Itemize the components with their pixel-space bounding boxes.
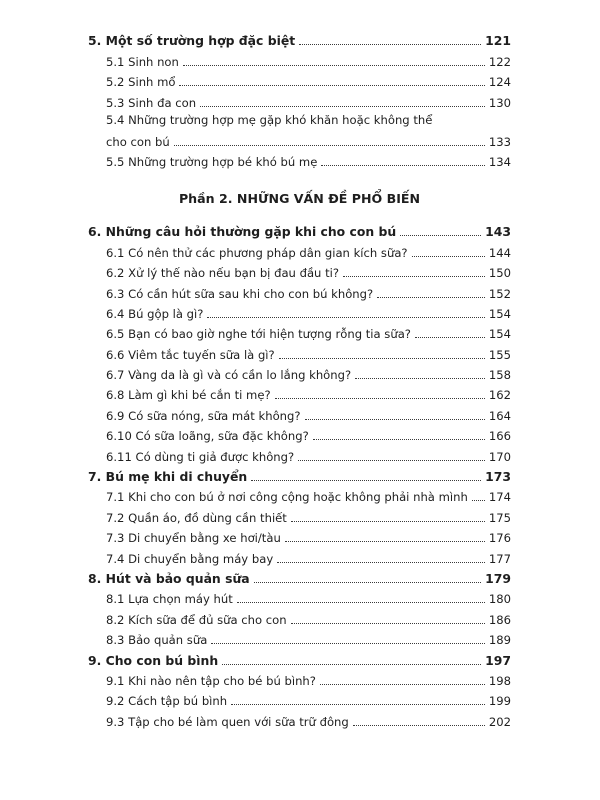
- toc-entry-5-1[interactable]: [88, 48, 511, 68]
- toc-chapter-5[interactable]: [88, 28, 511, 48]
- toc-entry-5-2[interactable]: [88, 69, 511, 89]
- toc-chapter-title: 7. Bú mẹ khi di chuyển: [88, 469, 248, 485]
- toc-page-number: 173: [485, 469, 511, 485]
- toc-entry-6-2[interactable]: [88, 260, 511, 280]
- toc-chapter-9[interactable]: [88, 647, 511, 667]
- toc-page-number: 154: [488, 306, 511, 321]
- dot-leader: [222, 664, 481, 665]
- dot-leader: [305, 419, 485, 420]
- toc-entry-title: 6.11 Có dùng ti giả được không?: [106, 449, 295, 464]
- dot-leader: [174, 145, 485, 146]
- toc-page-number: 122: [488, 54, 511, 69]
- dot-leader: [207, 317, 485, 318]
- dot-leader: [277, 562, 485, 563]
- dot-leader: [415, 337, 485, 338]
- dot-leader: [237, 602, 485, 603]
- toc-entry-title: 7.3 Di chuyển bằng xe hơi/tàu: [106, 531, 281, 546]
- toc-chapter-title: 8. Hút và bảo quản sữa: [88, 570, 250, 586]
- toc-page-number: 175: [488, 510, 511, 525]
- toc-chapter-title: 5. Một số trường hợp đặc biệt: [88, 33, 296, 49]
- toc-entry-title: 6.2 Xử lý thế nào nếu bạn bị đau đầu ti?: [106, 266, 340, 281]
- toc-entry-5-3[interactable]: [88, 89, 511, 109]
- toc-entry-9-3[interactable]: [88, 708, 511, 728]
- toc-entry-title: 6.3 Có cần hút sữa sau khi cho con bú không?: [106, 286, 374, 301]
- toc-page-number: 180: [488, 592, 511, 607]
- toc-entry-6-8[interactable]: [88, 382, 511, 402]
- toc-entry-8-3[interactable]: [88, 627, 511, 647]
- toc-page-number: 133: [488, 134, 511, 149]
- toc-entry-second-line: [106, 130, 511, 149]
- part-heading: Phần 2. NHỮNG VẤN ĐỀ PHỔ BIẾN: [178, 190, 421, 206]
- dot-leader: [275, 398, 485, 399]
- dot-leader: [179, 85, 484, 86]
- dot-leader: [285, 541, 485, 542]
- toc-page-number: 176: [488, 531, 511, 546]
- dot-leader: [400, 235, 481, 236]
- toc-entry-title: 5.2 Sinh mổ: [106, 75, 176, 90]
- toc-entry-6-1[interactable]: [88, 239, 511, 259]
- toc-page-number: 189: [488, 633, 511, 648]
- dot-leader: [291, 623, 485, 624]
- toc-page-number: 154: [488, 327, 511, 342]
- dot-leader: [321, 165, 485, 166]
- toc-page-number: 130: [488, 95, 511, 110]
- toc-entry-9-2[interactable]: [88, 688, 511, 708]
- toc-page-number: 143: [485, 224, 511, 240]
- dot-leader: [231, 704, 485, 705]
- toc-entry-title: 5.3 Sinh đa con: [106, 95, 197, 110]
- toc-entry-5-5[interactable]: [88, 149, 511, 169]
- dot-leader: [298, 460, 485, 461]
- toc-entry-8-2[interactable]: [88, 606, 511, 626]
- toc-entry-title: 6.8 Làm gì khi bé cắn ti mẹ?: [106, 388, 271, 403]
- toc-entry-7-2[interactable]: [88, 504, 511, 524]
- toc-entry-8-1[interactable]: [88, 586, 511, 606]
- toc-entry-title: 5.1 Sinh non: [106, 54, 179, 69]
- toc-entry-7-1[interactable]: [88, 484, 511, 504]
- toc-page-number: 155: [488, 347, 511, 362]
- toc-chapter-6[interactable]: [88, 219, 511, 239]
- toc-entry-title: 6.9 Có sữa nóng, sữa mát không?: [106, 408, 301, 423]
- dot-leader: [377, 297, 485, 298]
- toc-page-number: 174: [488, 490, 511, 505]
- toc-page-number: 170: [488, 449, 511, 464]
- dot-leader: [472, 500, 485, 501]
- toc-entry-title: 8.3 Bảo quản sữa: [106, 633, 208, 648]
- toc-page-number: 197: [485, 652, 511, 668]
- table-of-contents: [88, 28, 511, 729]
- toc-page-number: 177: [488, 551, 511, 566]
- toc-entry-title: 7.2 Quần áo, đồ dùng cần thiết: [106, 510, 287, 525]
- toc-page-number: 198: [488, 673, 511, 688]
- toc-entry-5-4[interactable]: [88, 110, 511, 149]
- toc-chapter-title: 9. Cho con bú bình: [88, 652, 219, 668]
- toc-entry-7-4[interactable]: [88, 545, 511, 565]
- toc-entry-6-3[interactable]: [88, 280, 511, 300]
- toc-page-number: 166: [488, 429, 511, 444]
- toc-chapter-title: 6. Những câu hỏi thường gặp khi cho con bú: [88, 224, 397, 240]
- toc-entry-title: 5.5 Những trường hợp bé khó bú mẹ: [106, 154, 318, 169]
- toc-page-number: 150: [488, 266, 511, 281]
- toc-entry-9-1[interactable]: [88, 668, 511, 688]
- toc-entry-6-9[interactable]: [88, 402, 511, 422]
- toc-entry-title: 6.10 Có sữa loãng, sữa đặc không?: [106, 429, 309, 444]
- toc-page-number: 164: [488, 408, 511, 423]
- toc-page-number: 202: [488, 714, 511, 729]
- toc-entry-6-11[interactable]: [88, 443, 511, 463]
- toc-chapter-7[interactable]: [88, 464, 511, 484]
- toc-entry-title: 8.2 Kích sữa để đủ sữa cho con: [106, 612, 287, 627]
- dot-leader: [183, 65, 485, 66]
- toc-entry-title: 6.7 Vàng da là gì và có cần lo lắng không?: [106, 368, 352, 383]
- toc-entry-title-continued: cho con bú: [106, 134, 170, 149]
- dot-leader: [279, 358, 485, 359]
- toc-page-number: 134: [488, 154, 511, 169]
- dot-leader: [355, 378, 485, 379]
- dot-leader: [353, 725, 485, 726]
- toc-entry-title: 7.1 Khi cho con bú ở nơi công cộng hoặc không phải nhà mình: [106, 490, 468, 505]
- toc-page-number: 179: [485, 570, 511, 586]
- dot-leader: [343, 276, 485, 277]
- toc-entry-6-6[interactable]: [88, 341, 511, 361]
- toc-entry-6-10[interactable]: [88, 423, 511, 443]
- toc-entry-6-5[interactable]: [88, 321, 511, 341]
- toc-entry-title: 6.5 Bạn có bao giờ nghe tới hiện tượng rỗng tia sữa?: [106, 327, 411, 342]
- toc-page-number: 124: [488, 75, 511, 90]
- toc-entry-7-3[interactable]: [88, 525, 511, 545]
- dot-leader: [254, 582, 482, 583]
- dot-leader: [320, 684, 485, 685]
- toc-entry-title: 9.3 Tập cho bé làm quen với sữa trữ đông: [106, 714, 349, 729]
- toc-entry-title: 7.4 Di chuyển bằng máy bay: [106, 551, 274, 566]
- toc-entry-title: 6.4 Bú gộp là gì?: [106, 306, 204, 321]
- toc-page-number: 199: [488, 694, 511, 709]
- toc-page-number: 186: [488, 612, 511, 627]
- dot-leader: [251, 480, 481, 481]
- toc-entry-title: 6.1 Có nên thử các phương pháp dân gian kích sữa?: [106, 245, 408, 260]
- dot-leader: [412, 256, 485, 257]
- toc-page-number: 152: [488, 286, 511, 301]
- dot-leader: [299, 44, 481, 45]
- dot-leader: [291, 521, 485, 522]
- toc-entry-6-4[interactable]: [88, 301, 511, 321]
- toc-page-number: 162: [488, 388, 511, 403]
- dot-leader: [200, 106, 485, 107]
- dot-leader: [211, 643, 485, 644]
- toc-entry-title: 9.1 Khi nào nên tập cho bé bú bình?: [106, 673, 316, 688]
- toc-page-number: 158: [488, 368, 511, 383]
- toc-page-number: 144: [488, 245, 511, 260]
- toc-entry-title: 5.4 Những trường hợp mẹ gặp khó khăn hoặc không thể: [106, 112, 433, 127]
- toc-chapter-8[interactable]: [88, 566, 511, 586]
- toc-page-number: 121: [485, 33, 511, 49]
- toc-entry-title: 8.1 Lựa chọn máy hút: [106, 592, 233, 607]
- toc-entry-6-7[interactable]: [88, 362, 511, 382]
- toc-entry-title: 6.6 Viêm tắc tuyến sữa là gì?: [106, 347, 275, 362]
- dot-leader: [313, 439, 485, 440]
- toc-entry-title: 9.2 Cách tập bú bình: [106, 694, 228, 709]
